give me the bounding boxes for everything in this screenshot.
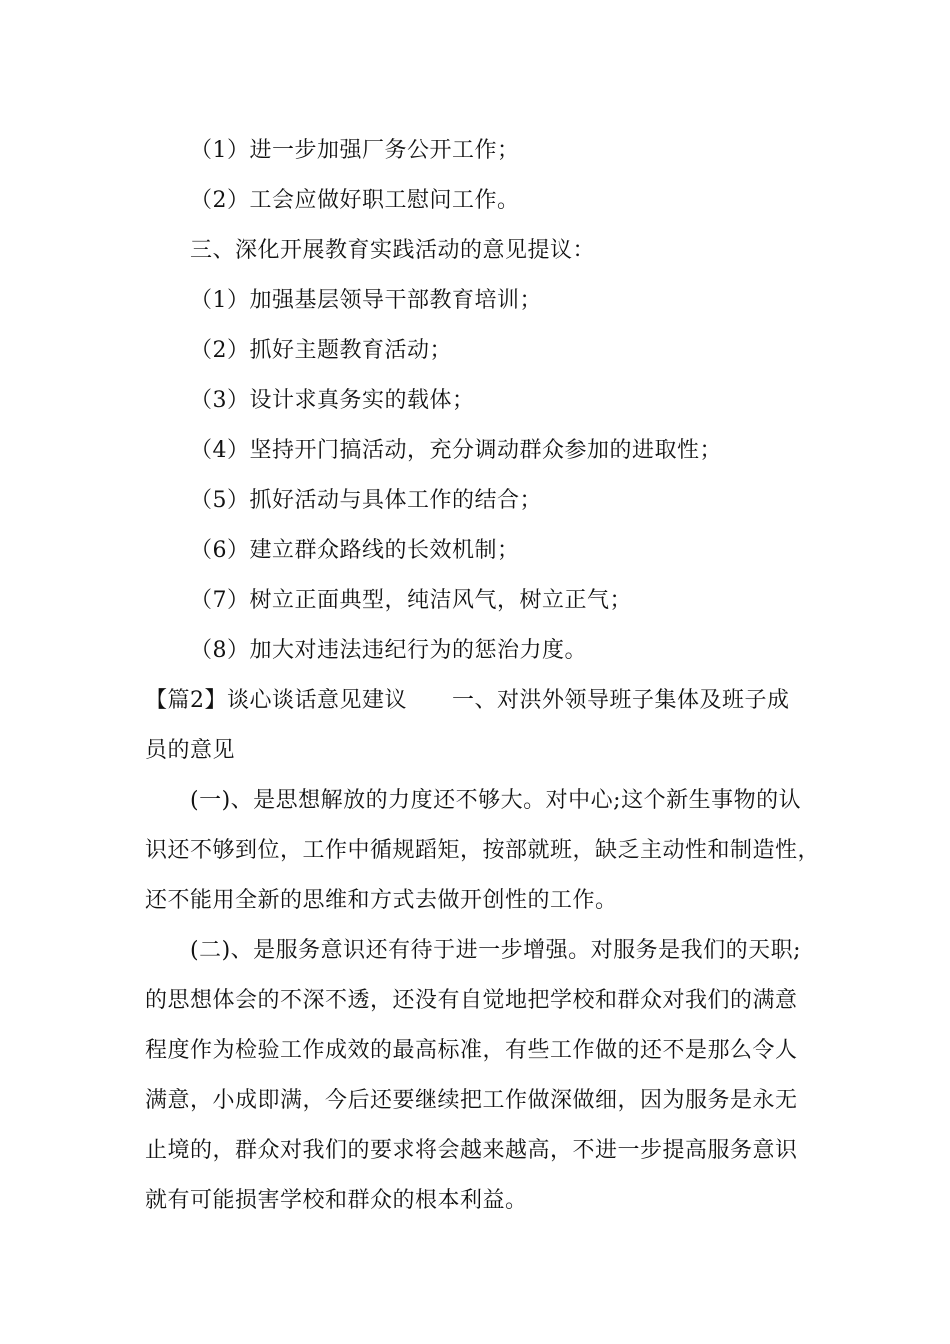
section1-item-2: （2）工会应做好职工慰问工作。 xyxy=(190,188,520,213)
para2-line-5: 止境的，群众对我们的要求将会越来越高，不进一步提高服务意识 xyxy=(145,1138,798,1163)
section3-item-3: （3）设计求真务实的载体； xyxy=(190,388,475,413)
para1-line-2: 识还不够到位，工作中循规蹈矩，按部就班，缺乏主动性和制造性， xyxy=(145,838,821,863)
para1-line-3: 还不能用全新的思维和方式去做开创性的工作。 xyxy=(145,888,618,913)
para2-line-6: 就有可能损害学校和群众的根本利益。 xyxy=(145,1188,528,1213)
para2-line-2: 的思想体会的不深不透，还没有自觉地把学校和群众对我们的满意 xyxy=(145,988,798,1013)
section3-item-6: （6）建立群众路线的长效机制； xyxy=(190,538,520,563)
section3-item-5: （5）抓好活动与具体工作的结合； xyxy=(190,488,542,513)
article2-title-line-2: 员的意见 xyxy=(145,738,236,763)
article2-title-line-1: 【篇2】谈心谈话意见建议 一、对洪外领导班子集体及班子成 xyxy=(145,688,790,713)
section3-item-7: （7）树立正面典型，纯洁风气，树立正气； xyxy=(190,588,632,613)
section3-item-2: （2）抓好主题教育活动； xyxy=(190,338,452,363)
section3-heading: 三、深化开展教育实践活动的意见提议： xyxy=(190,238,596,263)
para2-line-1: (二)、是服务意识还有待于进一步增强。对服务是我们的天职; xyxy=(190,938,802,963)
section3-item-1: （1）加强基层领导干部教育培训； xyxy=(190,288,542,313)
section1-item-1: （1）进一步加强厂务公开工作； xyxy=(190,138,520,163)
para2-line-4: 满意，小成即满，今后还要继续把工作做深做细，因为服务是永无 xyxy=(145,1088,798,1113)
section3-item-4: （4）坚持开门搞活动，充分调动群众参加的进取性； xyxy=(190,438,722,463)
section3-item-8: （8）加大对违法违纪行为的惩治力度。 xyxy=(190,638,587,663)
para1-line-1: (一)、是思想解放的力度还不够大。对中心;这个新生事物的认 xyxy=(190,788,802,813)
para2-line-3: 程度作为检验工作成效的最高标准，有些工作做的还不是那么令人 xyxy=(145,1038,798,1063)
